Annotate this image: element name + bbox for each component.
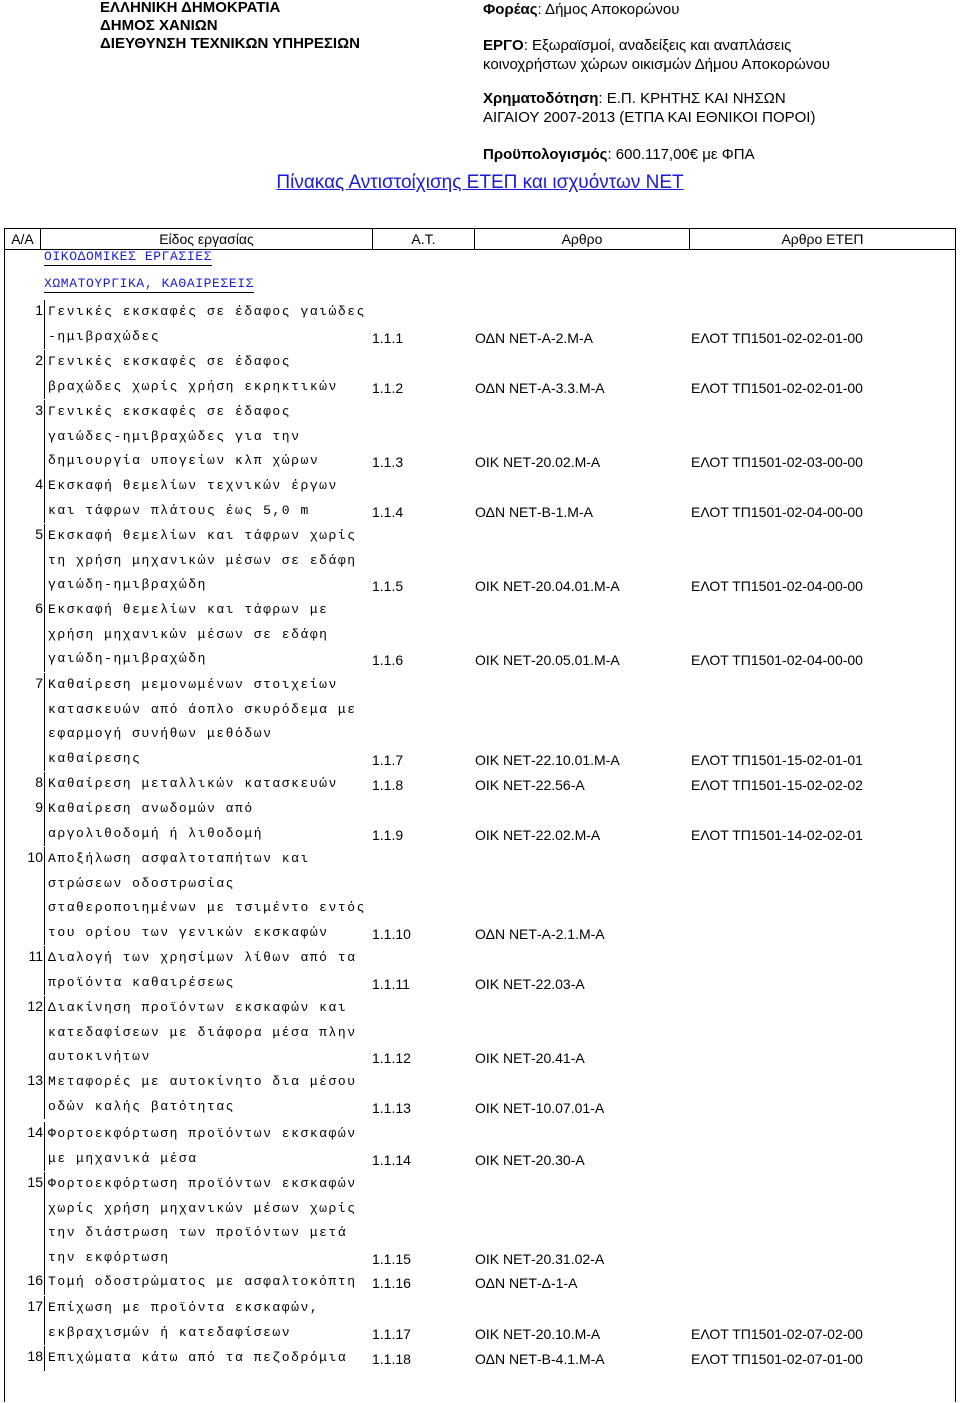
description-line: Φορτοεκφόρτωση προϊόντων εκσκαφών bbox=[48, 1126, 357, 1141]
row-at-code: 1.1.15 bbox=[372, 1250, 411, 1267]
foreas bbox=[483, 0, 679, 19]
row-number: 13 bbox=[27, 1072, 43, 1088]
row-description bbox=[44, 1122, 357, 1171]
proypologismos-value: : 600.117,00€ με ΦΠΑ bbox=[607, 146, 755, 163]
description-line: δημιουργία υπογείων κλπ χώρων bbox=[48, 453, 320, 469]
col-header-aa: Α/Α bbox=[4, 228, 41, 250]
description-line: Γενικές εκσκαφές σε έδαφος bbox=[48, 354, 292, 369]
row-arthro-etep: ΕΛΟΤ ΤΠ1501-02-07-01-00 bbox=[691, 1351, 863, 1367]
description-line: κατασκευών από άοπλο σκυρόδεμα με bbox=[48, 701, 357, 717]
description-line: γαιώδη-ημιβραχώδη bbox=[48, 651, 207, 667]
row-description bbox=[44, 1296, 319, 1345]
row-at-code: 1.1.11 bbox=[372, 975, 410, 992]
row-number: 16 bbox=[27, 1272, 43, 1288]
row-description bbox=[44, 797, 263, 846]
col-header-eidos: Είδος εργασίας bbox=[40, 228, 373, 250]
row-description bbox=[44, 673, 357, 771]
row-arthro: ΟΙΚ ΝΕΤ-20.10.Μ-Α bbox=[475, 1325, 601, 1342]
row-description bbox=[44, 847, 366, 945]
row-at-code: 1.1.10 bbox=[372, 925, 411, 942]
description-line: κατεδαφίσεων με διάφορα μέσα πλην bbox=[48, 1024, 357, 1040]
row-number: 6 bbox=[35, 600, 43, 616]
section-heading-xomatourgika: ΧΩΜΑΤΟΥΡΓΙΚΑ, ΚΑΘΑΙΡΕΣΕΙΣ bbox=[44, 276, 255, 291]
row-at-code: 1.1.17 bbox=[372, 1325, 411, 1342]
description-line: αργολιθοδομή ή λιθοδομή bbox=[48, 825, 264, 841]
row-number: 12 bbox=[27, 998, 43, 1014]
description-line: βραχώδες χωρίς χρήση εκρηκτικών bbox=[48, 378, 338, 394]
description-line: Καθαίρεση ανωδομών από bbox=[48, 801, 254, 816]
table-row bbox=[4, 1172, 956, 1270]
xrimatodotisi bbox=[483, 89, 786, 108]
section-heading-oikodomikes: ΟΙΚΟΔΟΜΙΚΕΣ ΕΡΓΑΣΙΕΣ bbox=[44, 249, 213, 264]
row-arthro-etep: ΕΛΟΤ ΤΠ1501-02-04-00-00 bbox=[691, 503, 863, 520]
description-line: την εκφόρτωση bbox=[48, 1249, 170, 1265]
row-description bbox=[44, 946, 357, 995]
description-line: γαιώδη-ημιβραχώδη bbox=[48, 577, 207, 593]
row-arthro: ΟΙΚ ΝΕΤ-10.07.01-Α bbox=[475, 1099, 605, 1116]
description-line: -ημιβραχώδες bbox=[48, 328, 161, 344]
table-row bbox=[4, 797, 956, 846]
description-line: και τάφρων πλάτους έως 5,0 m bbox=[48, 502, 310, 518]
xrimatodotisi-label: Χρηματοδότηση bbox=[483, 90, 599, 107]
row-number: 7 bbox=[35, 675, 43, 691]
row-number: 11 bbox=[28, 948, 43, 964]
description-line: Καθαίρεση μεμονωμένων στοιχείων bbox=[48, 677, 338, 692]
row-description bbox=[44, 772, 338, 797]
row-arthro-etep: ΕΛΟΤ ΤΠ1501-02-02-01-00 bbox=[691, 329, 863, 346]
description-line: σταθεροποιημένων με τσιμέντο εντός bbox=[48, 900, 366, 916]
row-at-code: 1.1.14 bbox=[372, 1151, 411, 1168]
table-row bbox=[4, 300, 956, 349]
row-number: 4 bbox=[35, 476, 43, 492]
description-line: προϊόντα καθαιρέσεως bbox=[48, 974, 236, 990]
row-arthro: ΟΙΚ ΝΕΤ-20.04.01.Μ-Α bbox=[475, 578, 620, 595]
description-line: Καθαίρεση μεταλλικών κατασκευών bbox=[48, 776, 338, 791]
row-arthro: ΟΔΝ ΝΕΤ-Β-1.Μ-Α bbox=[475, 503, 593, 520]
row-description bbox=[44, 1346, 347, 1371]
description-line: γαιώδες-ημιβραχώδες για την bbox=[48, 428, 301, 444]
description-line: στρώσεων οδοστρωσίας bbox=[48, 875, 236, 891]
description-line: εκβραχισμών ή κατεδαφίσεων bbox=[48, 1324, 292, 1340]
description-line: Εκσκαφή θεμελίων και τάφρων με bbox=[48, 602, 329, 617]
row-number: 10 bbox=[27, 849, 43, 865]
table-row bbox=[4, 847, 956, 945]
row-arthro: ΟΙΚ ΝΕΤ-22.10.01.Μ-Α bbox=[475, 751, 620, 768]
proypologismos bbox=[483, 145, 755, 164]
ergo-label: ΕΡΓΟ bbox=[483, 37, 524, 54]
foreas-label: Φορέας bbox=[483, 1, 538, 18]
description-line: την διάστρωση των προϊόντων μετά bbox=[48, 1225, 348, 1241]
row-arthro: ΟΙΚ ΝΕΤ-20.31.02-Α bbox=[475, 1250, 605, 1267]
xrimatodotisi-value-line-1: : Ε.Π. ΚΡΗΤΗΣ ΚΑΙ ΝΗΣΩΝ bbox=[598, 90, 786, 107]
row-arthro-etep: ΕΛΟΤ ΤΠ1501-15-02-02-02 bbox=[691, 777, 863, 793]
description-line: Γενικές εκσκαφές σε έδαφος γαιώδες bbox=[48, 304, 366, 319]
row-arthro: ΟΔΝ ΝΕΤ-Α-3.3.Μ-Α bbox=[475, 379, 605, 396]
row-number: 8 bbox=[35, 774, 43, 790]
description-line: Φορτοεκφόρτωση προϊόντων εκσκαφών bbox=[48, 1176, 357, 1191]
description-line: Διακίνηση προϊόντων εκσκαφών και bbox=[48, 1000, 348, 1015]
description-line: Γενικές εκσκαφές σε έδαφος bbox=[48, 404, 292, 419]
row-arthro: ΟΙΚ ΝΕΤ-20.05.01.Μ-Α bbox=[475, 652, 620, 669]
row-number: 9 bbox=[35, 799, 43, 815]
row-description bbox=[44, 524, 357, 598]
table-row bbox=[4, 772, 956, 797]
description-line: καθαίρεσης bbox=[48, 750, 142, 766]
table-row bbox=[4, 474, 956, 523]
row-arthro-etep: ΕΛΟΤ ΤΠ1501-15-02-01-01 bbox=[691, 751, 863, 768]
table-row bbox=[4, 524, 956, 598]
description-line: Μεταφορές με αυτοκίνητο δια μέσου bbox=[48, 1074, 357, 1089]
row-at-code: 1.1.16 bbox=[372, 1275, 411, 1291]
row-description bbox=[44, 400, 319, 474]
row-at-code: 1.1.6 bbox=[372, 652, 404, 669]
ergo-value-line-1: : Εξωραϊσμοί, αναδείξεις και αναπλάσεις bbox=[523, 37, 792, 54]
table-row bbox=[4, 350, 956, 399]
description-line: χωρίς χρήση μηχανικών μέσων χωρίς bbox=[48, 1200, 357, 1216]
table-row bbox=[4, 1270, 956, 1295]
row-description bbox=[44, 350, 338, 399]
row-number: 18 bbox=[27, 1348, 43, 1364]
row-number: 2 bbox=[35, 352, 43, 368]
description-line: χρήση μηχανικών μέσων σε εδάφη bbox=[48, 626, 329, 642]
row-number: 14 bbox=[27, 1124, 43, 1140]
table-row bbox=[4, 996, 956, 1070]
proypologismos-label: Προϋπολογισμός bbox=[483, 146, 608, 163]
row-description bbox=[44, 1270, 357, 1295]
description-line: τη χρήση μηχανικών μέσων σε εδάφη bbox=[48, 552, 357, 568]
description-line: οδών καλής βατότητας bbox=[48, 1098, 236, 1114]
description-line: του ορίου των γενικών εκσκαφών bbox=[48, 924, 329, 940]
description-line: αυτοκινήτων bbox=[48, 1049, 151, 1065]
description-line: Επιχώματα κάτω από τα πεζοδρόμια bbox=[48, 1350, 348, 1365]
row-arthro-etep: ΕΛΟΤ ΤΠ1501-02-03-00-00 bbox=[691, 454, 863, 471]
row-arthro-etep: ΕΛΟΤ ΤΠ1501-02-04-00-00 bbox=[691, 578, 863, 595]
row-at-code: 1.1.8 bbox=[372, 777, 404, 793]
table-row bbox=[4, 1346, 956, 1371]
row-description bbox=[44, 598, 329, 672]
description-line: Τομή οδοστρώματος με ασφαλτοκόπτη bbox=[48, 1274, 357, 1289]
row-description bbox=[44, 474, 338, 523]
table-row bbox=[4, 673, 956, 771]
row-arthro: ΟΔΝ ΝΕΤ-Β-4.1.Μ-Α bbox=[475, 1351, 605, 1367]
row-number: 15 bbox=[27, 1174, 43, 1190]
row-at-code: 1.1.9 bbox=[372, 826, 404, 843]
row-description bbox=[44, 1172, 357, 1270]
row-arthro-etep: ΕΛΟΤ ΤΠ1501-02-07-02-00 bbox=[691, 1325, 863, 1342]
row-at-code: 1.1.7 bbox=[372, 751, 404, 768]
row-at-code: 1.1.4 bbox=[372, 503, 404, 520]
row-description bbox=[44, 300, 366, 349]
table-row bbox=[4, 598, 956, 672]
col-header-at: Α.Τ. bbox=[372, 228, 475, 250]
table-row bbox=[4, 400, 956, 474]
col-header-arthro: Αρθρο bbox=[474, 228, 690, 250]
row-number: 3 bbox=[35, 402, 43, 418]
org-line-2: ΔΗΜΟΣ ΧΑΝΙΩΝ bbox=[100, 17, 218, 34]
row-at-code: 1.1.1 bbox=[372, 329, 404, 346]
table-row bbox=[4, 1070, 956, 1119]
row-arthro: ΟΙΚ ΝΕΤ-22.03-Α bbox=[475, 975, 585, 992]
row-at-code: 1.1.2 bbox=[372, 379, 404, 396]
org-line-3: ΔΙΕΥΘΥΝΣΗ ΤΕΧΝΙΚΩΝ ΥΠΗΡΕΣΙΩΝ bbox=[100, 35, 360, 52]
description-line: με μηχανικά μέσα bbox=[48, 1150, 198, 1166]
table-row bbox=[4, 946, 956, 995]
description-line: Επίχωση με προϊόντα εκσκαφών, bbox=[48, 1300, 320, 1315]
row-at-code: 1.1.5 bbox=[372, 578, 404, 595]
row-at-code: 1.1.3 bbox=[372, 454, 404, 471]
page-title: Πίνακας Αντιστοίχισης ΕΤΕΠ και ισχυόντων ΝΕΤ bbox=[276, 172, 684, 193]
table-row bbox=[4, 1296, 956, 1345]
description-line: Εκσκαφή θεμελίων τεχνικών έργων bbox=[48, 478, 338, 493]
table-row bbox=[4, 1122, 956, 1171]
org-line-1: ΕΛΛΗΝΙΚΗ ΔΗΜΟΚΡΑΤΙΑ bbox=[100, 0, 281, 16]
row-arthro: ΟΔΝ ΝΕΤ-Δ-1-Α bbox=[475, 1275, 578, 1291]
row-arthro: ΟΙΚ ΝΕΤ-20.02.Μ-Α bbox=[475, 454, 601, 471]
description-line: Διαλογή των χρησίμων λίθων από τα bbox=[48, 950, 357, 965]
row-arthro: ΟΙΚ ΝΕΤ-20.41-Α bbox=[475, 1050, 585, 1067]
foreas-value: : Δήμος Αποκορώνου bbox=[537, 1, 680, 18]
ergo bbox=[483, 36, 791, 55]
row-arthro: ΟΙΚ ΝΕΤ-20.30-Α bbox=[475, 1151, 585, 1168]
row-arthro-etep: ΕΛΟΤ ΤΠ1501-02-02-01-00 bbox=[691, 379, 863, 396]
row-arthro-etep: ΕΛΟΤ ΤΠ1501-14-02-02-01 bbox=[691, 826, 863, 843]
row-at-code: 1.1.12 bbox=[372, 1050, 411, 1067]
row-arthro: ΟΔΝ ΝΕΤ-Α-2.Μ-Α bbox=[475, 329, 593, 346]
row-number: 5 bbox=[35, 526, 43, 542]
row-arthro: ΟΔΝ ΝΕΤ-Α-2.1.Μ-Α bbox=[475, 925, 605, 942]
description-line: Αποξήλωση ασφαλτοταπήτων και bbox=[48, 851, 310, 866]
row-number: 17 bbox=[27, 1298, 43, 1314]
row-arthro: ΟΙΚ ΝΕΤ-22.02.Μ-Α bbox=[475, 826, 601, 843]
row-at-code: 1.1.18 bbox=[372, 1351, 411, 1367]
row-at-code: 1.1.13 bbox=[372, 1099, 411, 1116]
row-arthro-etep: ΕΛΟΤ ΤΠ1501-02-04-00-00 bbox=[691, 652, 863, 669]
col-header-arthro-etep: Αρθρο ΕΤΕΠ bbox=[689, 228, 956, 250]
row-number: 1 bbox=[35, 302, 43, 318]
ergo-value-line-2: κοινοχρήστων χώρων οικισμών Δήμου Αποκορώνου bbox=[483, 56, 830, 73]
row-description bbox=[44, 996, 357, 1070]
row-arthro: ΟΙΚ ΝΕΤ-22.56-Α bbox=[475, 777, 585, 793]
description-line: Εκσκαφή θεμελίων και τάφρων χωρίς bbox=[48, 528, 357, 543]
xrimatodotisi-value-line-2: ΑΙΓΑΙΟΥ 2007-2013 (ΕΤΠΑ ΚΑΙ ΕΘΝΙΚΟΙ ΠΟΡΟΙ) bbox=[483, 109, 816, 126]
row-description bbox=[44, 1070, 357, 1119]
description-line: εφαρμογή συνήθων μεθόδων bbox=[48, 726, 273, 742]
